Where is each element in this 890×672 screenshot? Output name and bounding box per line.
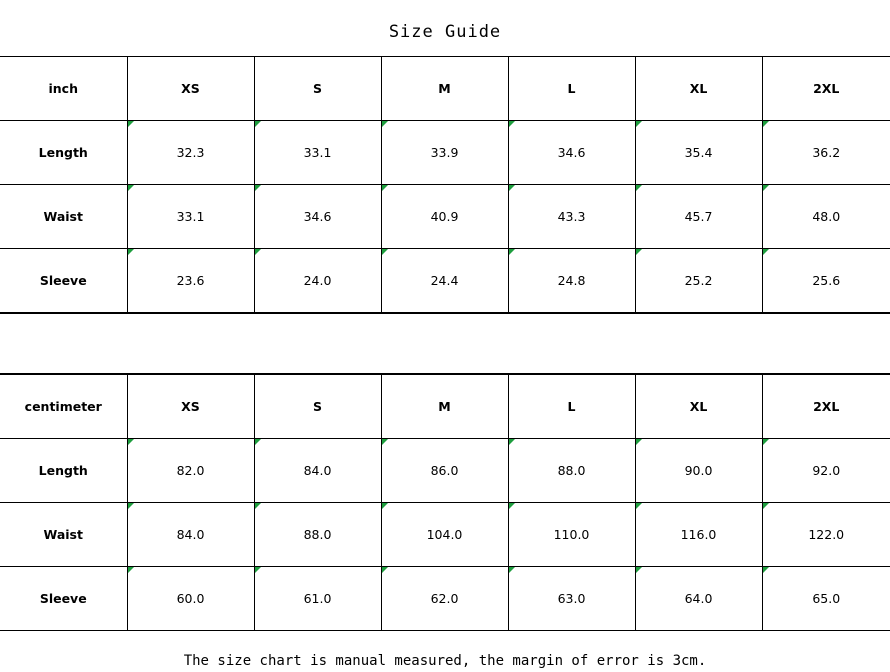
row-label: Sleeve [0,567,127,631]
table-row [0,121,890,185]
table-cell: 60.0 [127,567,254,631]
table-cell: 25.2 [635,249,762,313]
table-cell: 64.0 [635,567,762,631]
column-header: XS [127,375,254,439]
row-label: Waist [0,185,127,249]
table-cell: 45.7 [635,185,762,249]
unit-label: inch [0,57,127,121]
size-table-centimeter [0,374,890,631]
table-cell: 116.0 [635,503,762,567]
table-separator [0,313,890,374]
size-table-inch [0,56,890,313]
table-cell: 90.0 [635,439,762,503]
table-cell: 48.0 [762,185,890,249]
table-cell: 61.0 [254,567,381,631]
row-label: Sleeve [0,249,127,313]
column-header: S [254,57,381,121]
row-label: Length [0,121,127,185]
table-cell: 86.0 [381,439,508,503]
table-cell: 88.0 [254,503,381,567]
table-cell: 43.3 [508,185,635,249]
table-row [0,439,890,503]
table-cell: 24.0 [254,249,381,313]
table-cell: 23.6 [127,249,254,313]
table-cell: 24.4 [381,249,508,313]
column-header: XS [127,57,254,121]
table-cell: 33.9 [381,121,508,185]
table-cell: 24.8 [508,249,635,313]
column-header: L [508,57,635,121]
table-header-row [0,57,890,121]
table-cell: 84.0 [254,439,381,503]
footer-note: The size chart is manual measured, the margin of error is 3cm. [183,653,707,669]
table-cell: 34.6 [254,185,381,249]
table-cell: 84.0 [127,503,254,567]
table-cell: 32.3 [127,121,254,185]
table-header-row [0,375,890,439]
table-cell: 82.0 [127,439,254,503]
row-label: Length [0,439,127,503]
unit-label: centimeter [0,375,127,439]
table-cell: 110.0 [508,503,635,567]
column-header: 2XL [762,57,890,121]
table-cell: 104.0 [381,503,508,567]
table-cell: 40.9 [381,185,508,249]
table-cell: 36.2 [762,121,890,185]
column-header: XL [635,57,762,121]
column-header: L [508,375,635,439]
column-header: S [254,375,381,439]
table-cell: 122.0 [762,503,890,567]
table-cell: 33.1 [127,185,254,249]
table-cell: 62.0 [381,567,508,631]
table-cell: 65.0 [762,567,890,631]
table-row [0,503,890,567]
column-header: 2XL [762,375,890,439]
column-header: XL [635,375,762,439]
page-title: Size Guide [388,22,502,42]
table-row [0,567,890,631]
table-cell: 88.0 [508,439,635,503]
row-label: Waist [0,503,127,567]
table-cell: 25.6 [762,249,890,313]
table-cell: 35.4 [635,121,762,185]
table-cell: 34.6 [508,121,635,185]
table-row [0,185,890,249]
column-header: M [381,57,508,121]
column-header: M [381,375,508,439]
table-cell: 33.1 [254,121,381,185]
table-cell: 63.0 [508,567,635,631]
table-row [0,249,890,313]
table-cell: 92.0 [762,439,890,503]
